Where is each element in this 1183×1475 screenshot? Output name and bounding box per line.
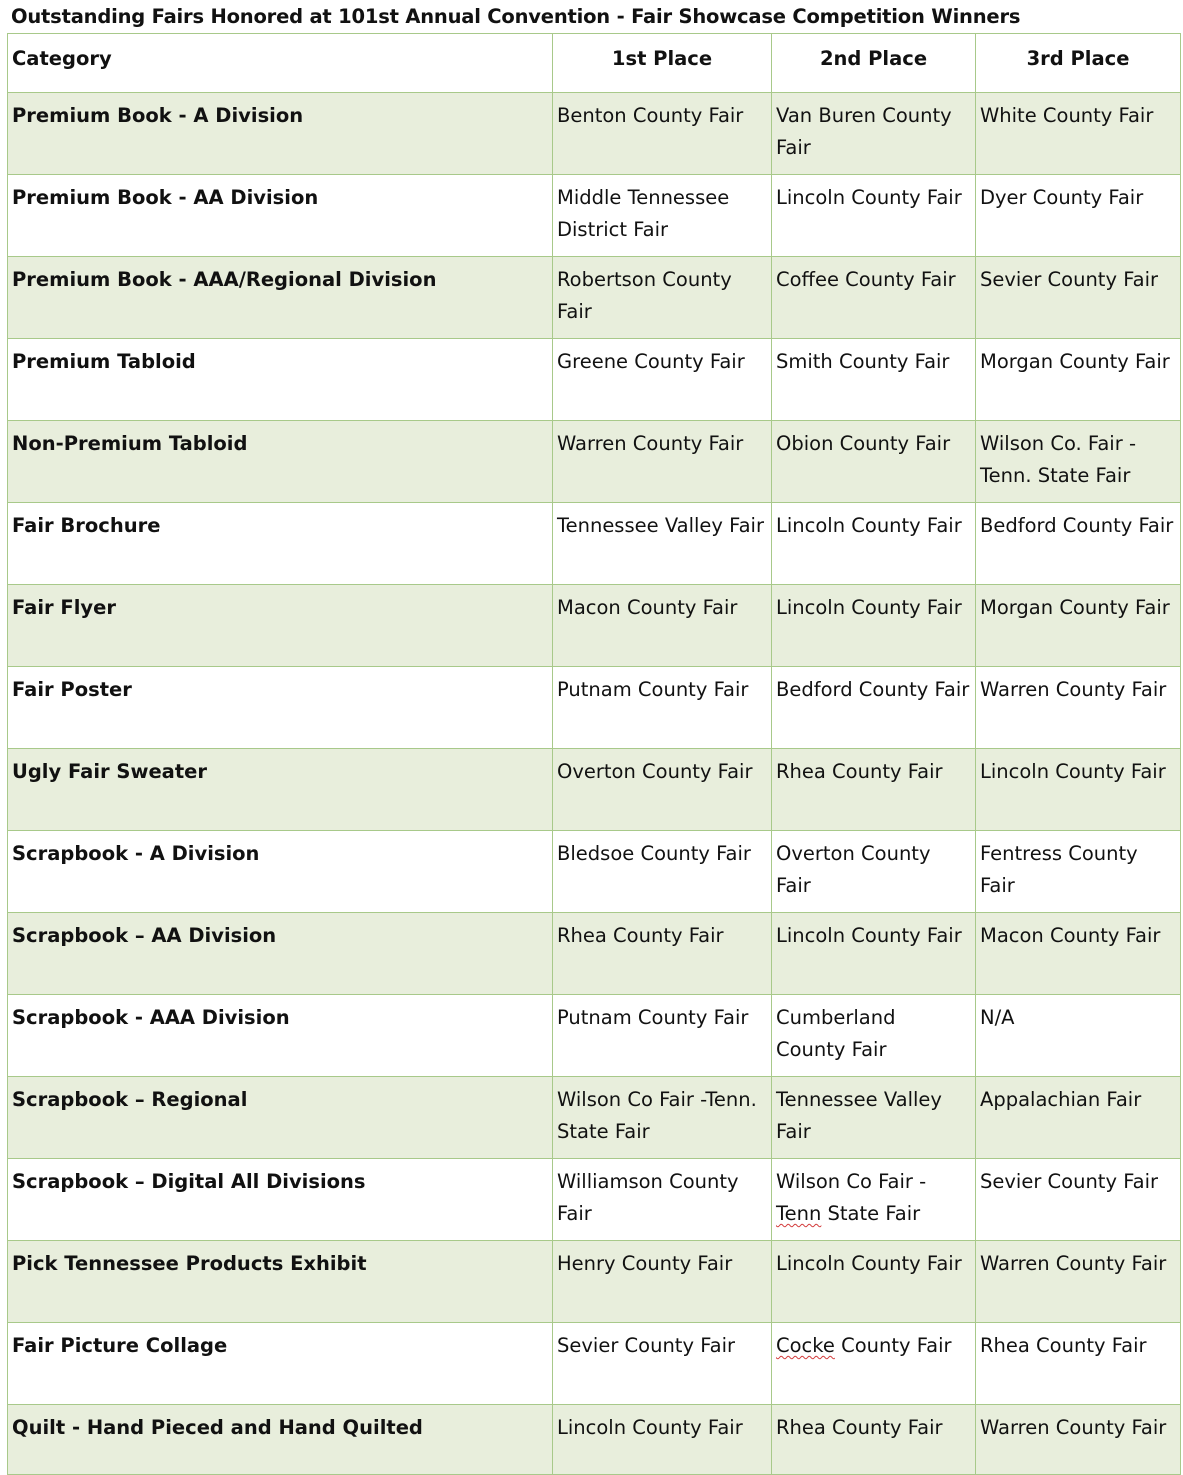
first-place-cell: Putnam County Fair	[553, 667, 772, 749]
column-header-3rd-place: 3rd Place	[976, 34, 1181, 93]
third-place-cell: Warren County Fair	[976, 1405, 1181, 1475]
first-place-cell: Putnam County Fair	[553, 995, 772, 1077]
third-place-cell: White County Fair	[976, 93, 1181, 175]
second-place-cell: Lincoln County Fair	[772, 1241, 976, 1323]
third-place-cell: Fentress County Fair	[976, 831, 1181, 913]
table-row	[8, 1077, 1181, 1159]
third-place-cell: Bedford County Fair	[976, 503, 1181, 585]
first-place-cell: Warren County Fair	[553, 421, 772, 503]
table-row	[8, 749, 1181, 831]
second-place-cell: Rhea County Fair	[772, 1405, 976, 1475]
column-header-category: Category	[8, 34, 553, 93]
table-row	[8, 667, 1181, 749]
category-cell: Fair Poster	[8, 667, 553, 749]
table-row	[8, 257, 1181, 339]
table-row	[8, 175, 1181, 257]
second-place-cell: Lincoln County Fair	[772, 585, 976, 667]
second-place-cell: Lincoln County Fair	[772, 503, 976, 585]
second-place-cell: Rhea County Fair	[772, 749, 976, 831]
spellcheck-flagged-word: Cocke	[776, 1334, 835, 1357]
second-place-cell: Bedford County Fair	[772, 667, 976, 749]
category-cell: Premium Book - AAA/Regional Division	[8, 257, 553, 339]
table-row	[8, 503, 1181, 585]
second-place-cell: Overton County Fair	[772, 831, 976, 913]
third-place-cell: N/A	[976, 995, 1181, 1077]
category-cell: Scrapbook – AA Division	[8, 913, 553, 995]
third-place-cell: Lincoln County Fair	[976, 749, 1181, 831]
category-cell: Premium Book - A Division	[8, 93, 553, 175]
first-place-cell: Tennessee Valley Fair	[553, 503, 772, 585]
first-place-cell: Greene County Fair	[553, 339, 772, 421]
category-cell: Scrapbook – Regional	[8, 1077, 553, 1159]
table-row	[8, 421, 1181, 503]
table-row	[8, 831, 1181, 913]
table-row	[8, 339, 1181, 421]
winners-table	[7, 33, 1181, 1475]
second-place-cell: Smith County Fair	[772, 339, 976, 421]
table-row	[8, 585, 1181, 667]
table-row	[8, 1241, 1181, 1323]
third-place-cell: Rhea County Fair	[976, 1323, 1181, 1405]
table-row	[8, 1323, 1181, 1405]
first-place-cell: Lincoln County Fair	[553, 1405, 772, 1475]
second-place-cell: Tennessee Valley Fair	[772, 1077, 976, 1159]
text-segment: Wilson Co Fair -	[776, 1170, 927, 1193]
third-place-cell: Macon County Fair	[976, 913, 1181, 995]
first-place-cell: Williamson County Fair	[553, 1159, 772, 1241]
spellcheck-flagged-word: Tenn	[776, 1202, 822, 1225]
category-cell: Scrapbook – Digital All Divisions	[8, 1159, 553, 1241]
table-row	[8, 1159, 1181, 1241]
first-place-cell: Overton County Fair	[553, 749, 772, 831]
first-place-cell: Bledsoe County Fair	[553, 831, 772, 913]
third-place-cell: Warren County Fair	[976, 667, 1181, 749]
first-place-cell: Macon County Fair	[553, 585, 772, 667]
table-row	[8, 93, 1181, 175]
category-cell: Non-Premium Tabloid	[8, 421, 553, 503]
category-cell: Fair Brochure	[8, 503, 553, 585]
category-cell: Fair Picture Collage	[8, 1323, 553, 1405]
first-place-cell: Middle Tennessee District Fair	[553, 175, 772, 257]
second-place-cell: Lincoln County Fair	[772, 913, 976, 995]
third-place-cell: Appalachian Fair	[976, 1077, 1181, 1159]
category-cell: Scrapbook - AAA Division	[8, 995, 553, 1077]
second-place-cell: Cumberland County Fair	[772, 995, 976, 1077]
first-place-cell: Rhea County Fair	[553, 913, 772, 995]
category-cell: Quilt - Hand Pieced and Hand Quilted	[8, 1405, 553, 1475]
table-row	[8, 995, 1181, 1077]
third-place-cell: Wilson Co. Fair - Tenn. State Fair	[976, 421, 1181, 503]
category-cell: Ugly Fair Sweater	[8, 749, 553, 831]
first-place-cell: Henry County Fair	[553, 1241, 772, 1323]
first-place-cell: Robertson County Fair	[553, 257, 772, 339]
second-place-cell	[772, 1159, 976, 1241]
column-header-1st-place: 1st Place	[553, 34, 772, 93]
second-place-cell	[772, 1323, 976, 1405]
category-cell: Premium Book - AA Division	[8, 175, 553, 257]
category-cell: Fair Flyer	[8, 585, 553, 667]
third-place-cell: Warren County Fair	[976, 1241, 1181, 1323]
third-place-cell: Morgan County Fair	[976, 339, 1181, 421]
third-place-cell: Dyer County Fair	[976, 175, 1181, 257]
text-segment: State Fair	[821, 1202, 921, 1225]
third-place-cell: Sevier County Fair	[976, 257, 1181, 339]
second-place-cell: Obion County Fair	[772, 421, 976, 503]
third-place-cell: Sevier County Fair	[976, 1159, 1181, 1241]
page-title: Outstanding Fairs Honored at 101st Annual Convention - Fair Showcase Competition Winners	[11, 5, 1021, 28]
second-place-cell: Coffee County Fair	[772, 257, 976, 339]
third-place-cell: Morgan County Fair	[976, 585, 1181, 667]
table-row	[8, 1405, 1181, 1475]
first-place-cell: Sevier County Fair	[553, 1323, 772, 1405]
first-place-cell: Wilson Co Fair -Tenn. State Fair	[553, 1077, 772, 1159]
category-cell: Scrapbook - A Division	[8, 831, 553, 913]
table-header-row	[8, 34, 1181, 93]
text-segment: County Fair	[834, 1334, 952, 1357]
first-place-cell: Benton County Fair	[553, 93, 772, 175]
category-cell: Premium Tabloid	[8, 339, 553, 421]
category-cell: Pick Tennessee Products Exhibit	[8, 1241, 553, 1323]
second-place-cell: Van Buren County Fair	[772, 93, 976, 175]
table-row	[8, 913, 1181, 995]
second-place-cell: Lincoln County Fair	[772, 175, 976, 257]
column-header-2nd-place: 2nd Place	[772, 34, 976, 93]
